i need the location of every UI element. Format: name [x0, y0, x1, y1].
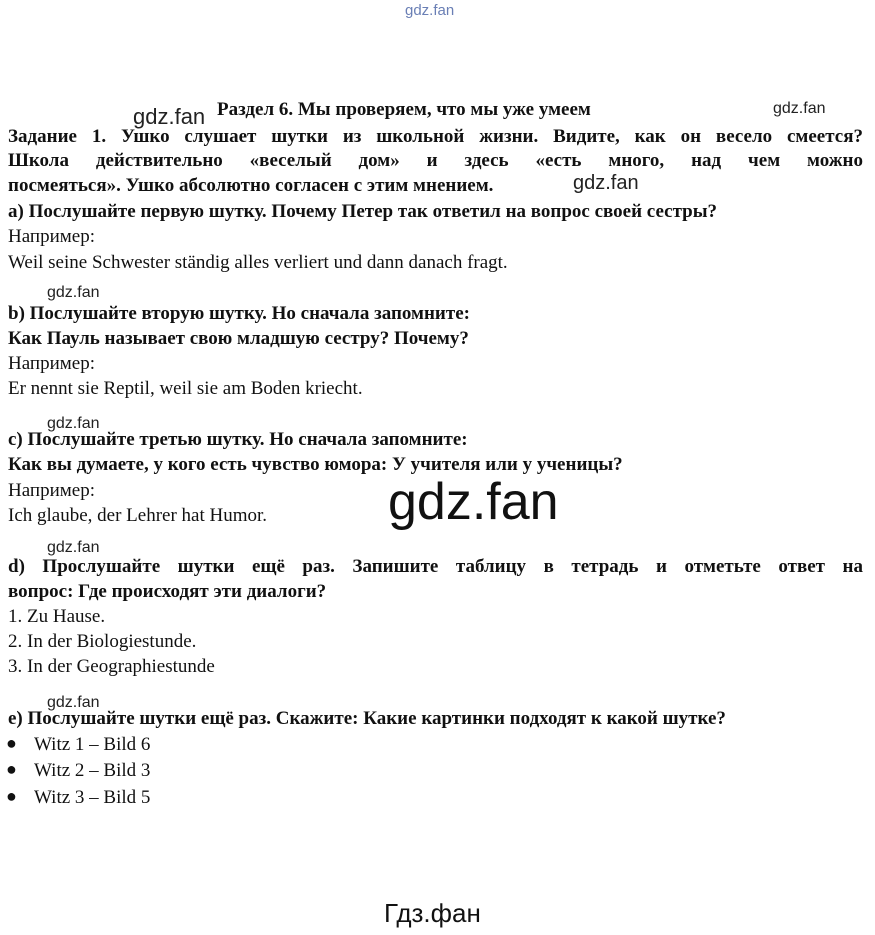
watermark-section-left: gdz.fan: [133, 104, 206, 129]
example-label-b: Например:: [8, 353, 95, 374]
list-item: Witz 2 – Bild 3: [34, 760, 151, 781]
task-line-2: Школа действительно «веселый дом» и здесь «есть много, над чем можно: [8, 150, 863, 171]
watermark-a-block: gdz.fan: [47, 284, 100, 301]
bullet-icon: ●: [6, 759, 17, 779]
task-line-3: посмеяться». Ушко абсолютно согласен с этим мнением.: [8, 175, 494, 196]
bullet-icon: ●: [6, 786, 17, 806]
question-e: e) Послушайте шутки ещё раз. Скажите: Какие картинки подходят к какой шутке?: [8, 708, 726, 729]
list-item: Witz 1 – Bild 6: [34, 734, 151, 755]
section-title: Раздел 6. Мы проверяем, что мы уже умеем: [217, 99, 591, 120]
list-item: 3. In der Geographiestunde: [8, 656, 215, 677]
watermark-c-block: gdz.fan: [47, 415, 100, 432]
question-d-1: d) Прослушайте шутки ещё раз. Запишите таблицу в тетрадь и отметьте ответ на: [8, 556, 863, 577]
example-label-a: Например:: [8, 226, 95, 247]
watermark-footer: Гдз.фан: [384, 898, 481, 928]
task-line-1: Задание 1. Ушко слушает шутки из школьной жизни. Видите, как он весело смеется?: [8, 126, 863, 147]
watermark-section-right: gdz.fan: [773, 100, 826, 117]
watermark-mid: gdz.fan: [573, 172, 639, 194]
watermark-e-block: gdz.fan: [47, 694, 100, 711]
answer-c: Ich glaube, der Lehrer hat Humor.: [8, 505, 268, 526]
question-c-1: c) Послушайте третью шутку. Но сначала запомните:: [8, 429, 468, 450]
answer-b: Er nennt sie Reptil, weil sie am Boden kriecht.: [8, 378, 363, 399]
list-item: 1. Zu Hause.: [8, 606, 106, 627]
question-d-2: вопрос: Где происходят эти диалоги?: [8, 581, 327, 602]
answer-a: Weil seine Schwester ständig alles verliert und dann danach fragt.: [8, 252, 508, 273]
example-label-c: Например:: [8, 480, 95, 501]
watermark-big: gdz.fan: [388, 473, 559, 531]
watermark-top: gdz.fan: [405, 2, 455, 19]
list-item: 2. In der Biologiestunde.: [8, 631, 197, 652]
question-b-1: b) Послушайте вторую шутку. Но сначала запомните:: [8, 303, 470, 324]
question-c-2: Как вы думаете, у кого есть чувство юмора: У учителя или у ученицы?: [8, 454, 623, 475]
bullet-icon: ●: [6, 733, 17, 753]
watermark-d-block: gdz.fan: [47, 539, 100, 556]
question-b-2: Как Пауль называет свою младшую сестру? Почему?: [8, 328, 469, 349]
list-item: Witz 3 – Bild 5: [34, 787, 151, 808]
question-a: a) Послушайте первую шутку. Почему Петер так ответил на вопрос своей сестры?: [8, 201, 718, 222]
